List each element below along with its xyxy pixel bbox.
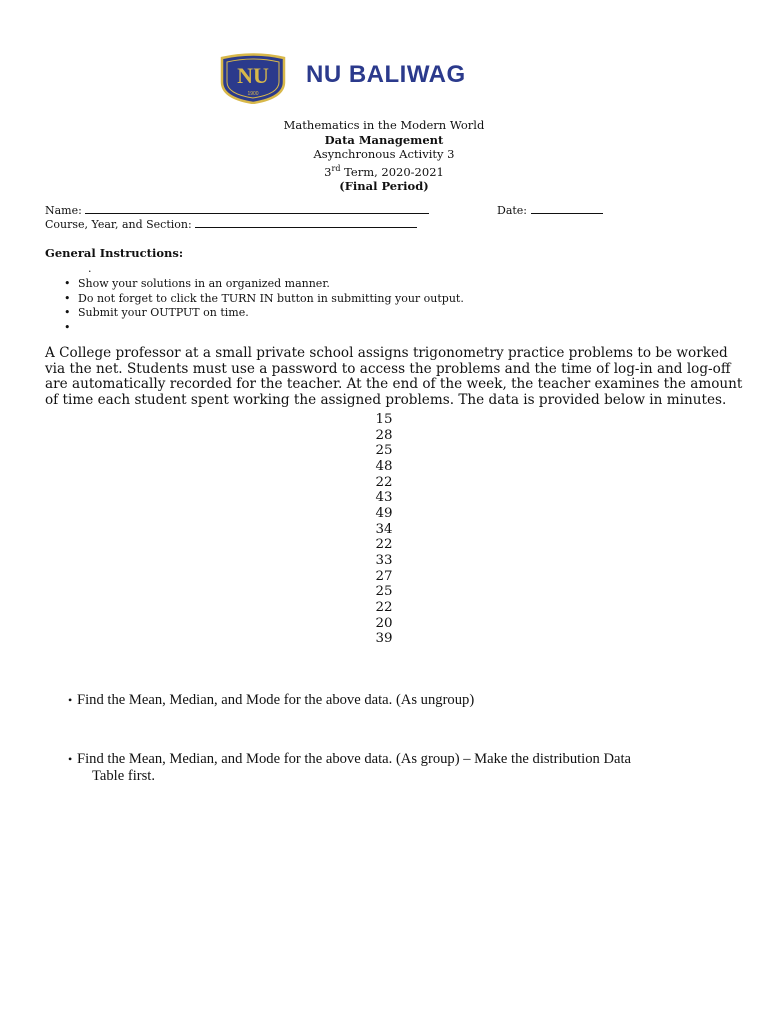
data-value: 49 [375, 505, 393, 521]
instructions-list [62, 262, 464, 336]
problem-line: of time each student spent working the assigned problems. The data is provided below in minutes. [45, 391, 727, 408]
data-value: 22 [375, 474, 393, 490]
activity-title: Asynchronous Activity 3 [313, 147, 455, 162]
task-text-continued: Table first. [92, 768, 156, 784]
problem-line: via the net. Students must use a password to access the problems and the time of log-in and log-off [45, 360, 731, 377]
date-label: Date: [497, 204, 528, 217]
date-blank[interactable] [531, 203, 603, 214]
period-line: (Final Period) [339, 179, 429, 194]
data-value: 33 [375, 552, 393, 568]
data-value: 15 [375, 412, 393, 427]
data-value: 22 [375, 599, 393, 615]
svg-text:1900: 1900 [247, 91, 259, 97]
instructions-title: General Instructions: [45, 246, 184, 260]
brand-name: NU BALIWAG [306, 61, 466, 88]
data-value: 28 [375, 427, 393, 443]
list-item: • Do not forget to click the TURN IN button in submitting your output. [64, 291, 464, 305]
data-value: 43 [375, 490, 393, 506]
bullet-icon: • [68, 693, 73, 707]
list-item: • Submit your OUTPUT on time. [64, 306, 249, 320]
name-blank[interactable] [85, 203, 429, 214]
task-text: Find the Mean, Median, and Mode for the above data. (As group) – Make the distribution Data [77, 751, 632, 767]
data-value: 22 [375, 537, 393, 553]
data-list [0, 412, 768, 647]
task-text: Find the Mean, Median, and Mode for the above data. (As ungroup) [77, 692, 475, 708]
problem-line: are automatically recorded for the teacher. At the end of the week, the teacher examines the amount [45, 376, 743, 393]
bullet-icon: • [68, 752, 73, 766]
topic-title: Data Management [324, 132, 444, 147]
data-value: 20 [375, 615, 393, 631]
svg-text:NU: NU [237, 63, 269, 88]
date-field [497, 203, 603, 217]
course-label: Course, Year, and Section: [45, 218, 192, 231]
course-title: Mathematics in the Modern World [283, 118, 485, 132]
nu-seal-icon [214, 52, 292, 104]
data-value: 25 [375, 584, 393, 600]
problem-line: A College professor at a small private school assigns trigonometry practice problems to be worked [45, 345, 728, 361]
document-heading [0, 118, 768, 194]
name-label: Name: [45, 204, 82, 217]
course-field [45, 217, 417, 231]
list-item: . [88, 262, 92, 275]
data-value: 25 [375, 443, 393, 459]
data-value: 34 [375, 521, 393, 537]
data-value: 27 [375, 568, 393, 584]
school-logo [214, 52, 554, 104]
data-value: 39 [375, 631, 393, 647]
list-item: • [64, 321, 71, 335]
problem-paragraph [45, 345, 743, 408]
name-field [45, 203, 429, 217]
term-line: 3rd Term, 2020-2021 [324, 163, 444, 179]
data-value: 48 [375, 458, 393, 474]
list-item: • Show your solutions in an organized manner. [64, 276, 330, 290]
course-blank[interactable] [195, 217, 417, 228]
